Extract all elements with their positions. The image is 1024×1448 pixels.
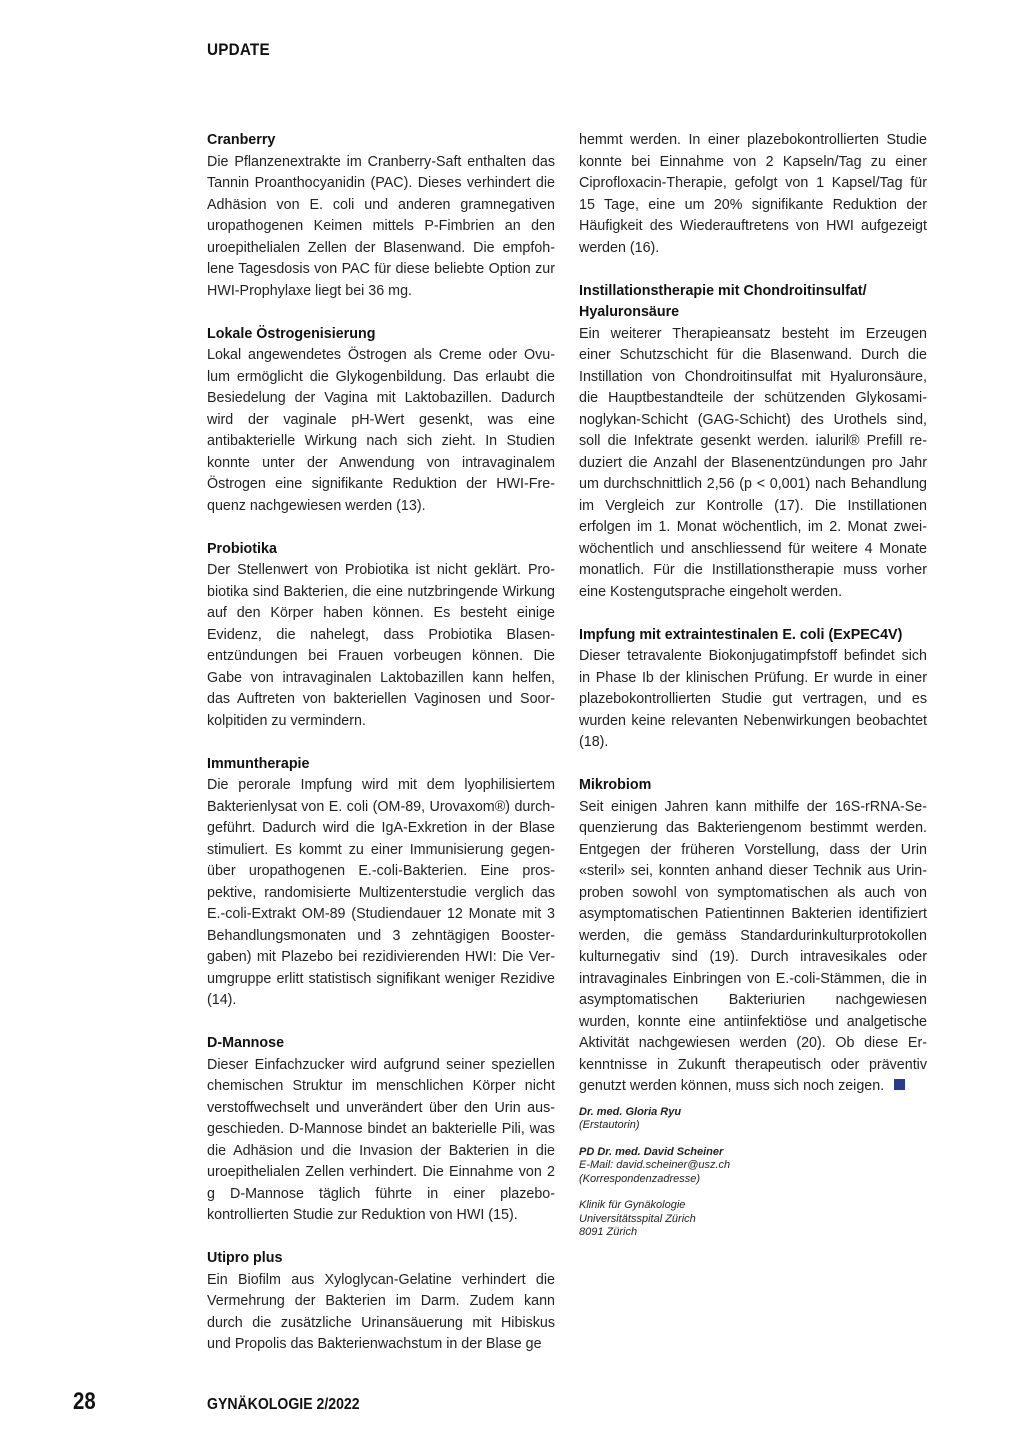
section-text: Die perorale Impfung wird mit dem lyophilisiertem Bakterienlysat von E. coli (OM-89, Urovaxom®) durchgeführt. Dadurch wird die IgA-Exkretion in der Blase stimuliert. Es kommt zu einer Immunisierung gegenüber uropathogenen E.-coli-Bakterien. Eine prospektive, randomisierte Multizenterstudie verglich das E.-coli-Extrakt OM-89 (Studiendauer 12 Monate mit 3 Behandlungsmonaten und 3 zehntägigen Boostergaben) mit Plazebo bei rezidivierenden HWI: Die Verumgruppe erlitt statistisch signifikant weniger Rezidive (14). (207, 777, 555, 1008)
mikrobiom-text: Seit einigen Jahren kann mithilfe der 16S-rRNA-Sequenzierung das Bakteriengenom bestimmt werden. Entgegen der früheren Vorstellung, dass der Urin «steril» sei, konnten anhand dieser Technik aus Urinproben sowohl von symptomatischen als auch von asymptomatischen Patientinnen Bakterien identifiziert werden, die gemäss Standardurinkulturprotokollen kulturnegativ sind (19). Durch intravesikales oder intravaginales Einbringen von E.-coli-Stämmen, die in asymptomatischen Bakteriurien nachgewiesen wurden, konnte eine antiinfektiöse und analgetische Aktivität nachgewiesen werden (20). Ob diese Erkenntnisse in Zukunft therapeutisch oder präventiv genutzt werden können, muss sich noch zeigen. (579, 798, 927, 1094)
section-text: Ein weiterer Therapieansatz besteht im Erzeugen einer Schutzschicht für die Blasenwand. Durch die Instillation von Chondroitinsulfat mit Hyaluronsäure, die Hauptbestandteile der schützenden Glykosaminoglykan-Schicht (GAG-Schicht) des Urothels sind, soll die Infektrate gesenkt werden. ialuril® Prefill reduziert die Anzahl der Blasenentzündungen pro Jahr um durchschnittlich 2,56 (p < 0,001) nach Behandlung im Vergleich zur Kontrolle (17). Die Instillationen erfolgen im 1. Monat wöchentlich, im 2. Monat zweiwöchentlich und anschliessend für weitere 4 Monate monatlich. Für die Instillationstherapie muss vorher eine Kostengutsprache eingeholt werden. (579, 325, 927, 600)
author-name: PD Dr. med. David Scheiner (579, 1145, 724, 1158)
section-text: Die Pflanzenextrakte im Cranberry-Saft enthalten das Tannin Proanthocyanidin (PAC). Dieses verhindert die Adhäsion von E. coli und anderen gramnegativen uropathogenen Keimen mittels P-Fimbrien an den uroepithelialen Zellen der Blasenwand. Die empfohlene Tagesdosis von PAC für diese beliebte Option zur HWI-Prophylaxe liegt bei 36 mg. (207, 153, 555, 299)
section-oestrogenisierung (207, 324, 555, 518)
section-label: UPDATE (207, 40, 270, 59)
section-heading: Impfung mit extraintestinalen E. coli (ExPEC4V) (579, 626, 903, 643)
journal-title: GYNÄKOLOGIE 2/2022 (207, 1396, 360, 1413)
section-text: Der Stellenwert von Probiotika ist nicht geklärt. Probiotika sind Bakterien, die eine nutzbringende Wirkung auf den Körper haben können. Es besteht einige Evidenz, die nahelegt, dass Probiotika Blasenentzündungen bei Frauen vorbeugen können. Die Gabe von intravaginalen Laktobazillen kann helfen, das Auftreten von bakteriellen Vaginosen und Soorkolpitiden zu vermindern. (207, 562, 555, 729)
author-block-2 (579, 1146, 927, 1187)
section-probiotika (207, 539, 555, 733)
section-text: Ein Biofilm aus Xyloglycan-Gelatine verhindert die Vermehrung der Bakterien im Darm. Zudem kann durch die zusätzliche Urinansäuerung mit Hibiskus und Propolis das Bakterienwachstum in der Blase ge (207, 1271, 555, 1352)
section-utipro-plus (207, 1248, 555, 1356)
end-of-article-mark (894, 1079, 905, 1090)
section-cranberry (207, 130, 555, 302)
section-heading: D-Mannose (207, 1035, 285, 1051)
page-number: 28 (73, 1388, 96, 1415)
author-name: Dr. med. Gloria Ryu (579, 1105, 682, 1118)
section-heading: Lokale Östrogenisierung (207, 325, 376, 342)
section-heading: Mikrobiom (579, 777, 652, 793)
affiliation-line: 8091 Zürich (579, 1226, 638, 1238)
author-info (579, 1106, 927, 1240)
section-heading: Cranberry (207, 132, 276, 148)
affiliation (579, 1199, 927, 1240)
section-immuntherapie (207, 754, 555, 1012)
author-email: E-Mail: david.scheiner@usz.ch (579, 1159, 731, 1171)
section-impfung (579, 625, 927, 754)
section-heading: Utipro plus (207, 1250, 283, 1266)
continued-text: hemmt werden. In einer plazebokontrollierten Studie konnte bei Einnahme von 2 Kapseln/Tag zu einer Ciprofloxacin-Therapie, gefolgt von 1 Kapsel/Tag für 15 Tage, eine um 20% signifikante Reduktion der Häufigkeit des Wiederauftretens von HWI aufgezeigt werden (16). (579, 132, 927, 256)
section-heading: Immuntherapie (207, 755, 310, 772)
left-column (207, 130, 555, 1377)
section-d-mannose (207, 1033, 555, 1227)
section-text: Dieser Einfachzucker wird aufgrund seiner speziellen chemischen Struktur im menschlichen Körper nicht verstoffwechselt und unverändert über den Urin ausgeschieden. D-Mannose bindet an bakterielle Pili, was die Adhäsion und die Invasion der Bakterien in die uroepithelialen Zellen verhindert. Die Einnahme von 2 g D-Mannose täglich führte in einer plazebokontrollierten Studie zur Reduktion von HWI (15). (207, 1056, 555, 1223)
section-instillationstherapie (579, 281, 927, 604)
section-text: Lokal angewendetes Östrogen als Creme oder Ovulum ermöglicht die Glykogenbildung. Das erlaubt die Besiedelung der Vagina mit Laktobazillen. Dadurch wird der vaginale pH-Wert gesenkt, was eine antibakterielle Wirkung nach sich zieht. In Studien konnte unter der Anwendung von intravaginalem Östrogen eine signifikante Reduktion der HWI-Frequenz nachgewiesen werden (13). (207, 347, 555, 514)
affiliation-line: Klinik für Gynäkologie (579, 1199, 686, 1211)
section-text (579, 797, 927, 1098)
author-block-1 (579, 1106, 927, 1133)
right-column (579, 130, 927, 1253)
section-text: Dieser tetravalente Biokonjugatimpfstoff befindet sich in Phase Ib der klinischen Prüfung. Er wurde in einer plazebokontrollierten Studie gut vertragen, und es wurden keine relevanten Nebenwirkungen beobachtet (18). (579, 648, 927, 750)
section-mikrobiom (579, 775, 927, 1098)
section-heading: Probiotika (207, 540, 277, 557)
section-heading: Instillationstherapie mit Chondroitinsulfat/ Hyaluronsäure (579, 282, 867, 320)
author-role: (Korrespondenzadresse) (579, 1172, 701, 1185)
affiliation-line: Universitätsspital Zürich (579, 1212, 696, 1225)
author-role: (Erstautorin) (579, 1119, 640, 1131)
